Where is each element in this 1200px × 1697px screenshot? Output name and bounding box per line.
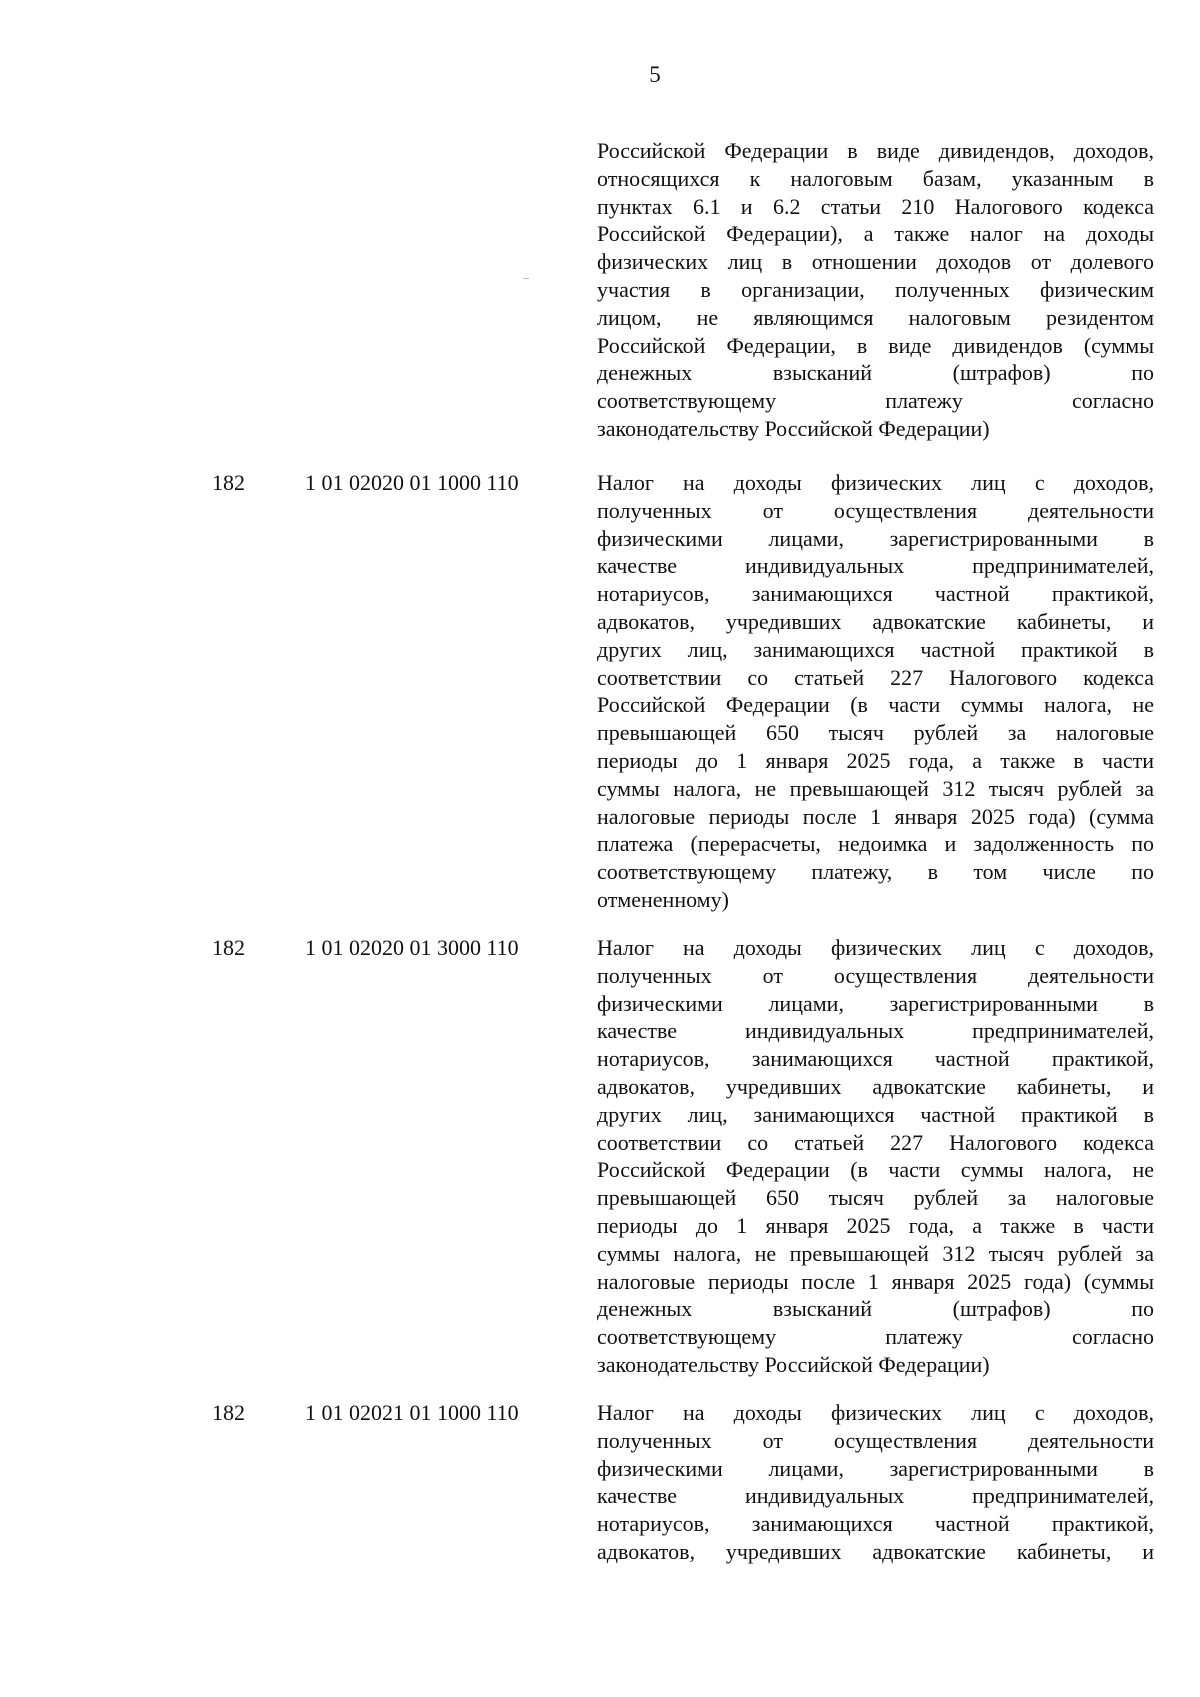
description-line: отмененному)	[597, 886, 729, 912]
description-line: соответствии со статьей 227 Налогового кодекса	[597, 1129, 1154, 1155]
description-line: налоговые периоды после 1 января 2025 года) (суммы	[597, 1268, 1154, 1294]
description-line: других лиц, занимающихся частной практикой в	[597, 636, 1154, 662]
description-line: денежных взысканий (штрафов) по	[597, 360, 1154, 386]
budget-classification-code: 1 01 02021 01 1000 110	[305, 1400, 519, 1425]
row-description	[597, 1399, 1154, 1566]
description-line: полученных от осуществления деятельности	[597, 497, 1154, 523]
scan-artifact	[523, 278, 529, 279]
description-line: адвокатов, учредивших адвокатские кабинеты, и	[597, 1073, 1154, 1099]
description-line: адвокатов, учредивших адвокатские кабинеты, и	[597, 608, 1154, 634]
description-line: полученных от осуществления деятельности	[597, 962, 1154, 988]
description-line: Российской Федерации (в части суммы налога, не	[597, 692, 1154, 718]
description-line: физических лиц в отношении доходов от долевого	[597, 249, 1154, 275]
description-line: лицом, не являющимся налоговым резидентом	[597, 304, 1154, 330]
description-line: полученных от осуществления деятельности	[597, 1427, 1154, 1453]
description-line: суммы налога, не превышающей 312 тысяч рублей за	[597, 1240, 1154, 1266]
description-line: Российской Федерации в виде дивидендов, доходов,	[597, 138, 1154, 163]
page-number: 5	[649, 62, 661, 87]
description-line: качестве индивидуальных предпринимателей,	[597, 553, 1154, 579]
description-line: платежа (перерасчеты, недоимка и задолженность по	[597, 831, 1154, 857]
row-description	[597, 934, 1154, 1379]
admin-code: 182	[212, 935, 245, 960]
description-line: Налог на доходы физических лиц с доходов,	[597, 1400, 1154, 1425]
description-line: других лиц, занимающихся частной практикой в	[597, 1101, 1154, 1127]
description-line: Налог на доходы физических лиц с доходов,	[597, 935, 1154, 960]
description-line: периоды до 1 января 2025 года, а также в части	[597, 747, 1154, 773]
description-line: суммы налога, не превышающей 312 тысяч рублей за	[597, 775, 1154, 801]
description-line: Налог на доходы физических лиц с доходов,	[597, 470, 1154, 495]
description-line: законодательству Российской Федерации)	[597, 415, 990, 441]
continuation-description	[597, 137, 1154, 443]
description-line: Российской Федерации), а также налог на доходы	[597, 221, 1154, 247]
description-line: денежных взысканий (штрафов) по	[597, 1296, 1154, 1322]
description-line: превышающей 650 тысяч рублей за налоговые	[597, 720, 1154, 746]
description-line: соответствующему платежу, в том числе по	[597, 859, 1154, 885]
budget-classification-code: 1 01 02020 01 1000 110	[305, 470, 519, 495]
description-line: Российской Федерации (в части суммы налога, не	[597, 1157, 1154, 1183]
description-line: Российской Федерации, в виде дивидендов (суммы	[597, 332, 1154, 358]
description-line: качестве индивидуальных предпринимателей,	[597, 1483, 1154, 1509]
description-line: нотариусов, занимающихся частной практикой,	[597, 581, 1154, 607]
description-line: превышающей 650 тысяч рублей за налоговые	[597, 1185, 1154, 1211]
row-description	[597, 469, 1154, 914]
description-line: законодательству Российской Федерации)	[597, 1351, 990, 1377]
description-line: пунктах 6.1 и 6.2 статьи 210 Налогового кодекса	[597, 193, 1154, 219]
budget-classification-code: 1 01 02020 01 3000 110	[305, 935, 519, 960]
description-line: физическими лицами, зарегистрированными в	[597, 525, 1154, 551]
description-line: соответствующему платежу согласно	[597, 388, 1154, 414]
description-line: качестве индивидуальных предпринимателей,	[597, 1018, 1154, 1044]
description-line: нотариусов, занимающихся частной практикой,	[597, 1511, 1154, 1537]
description-line: относящихся к налоговым базам, указанным в	[597, 165, 1154, 191]
description-line: соответствующему платежу согласно	[597, 1324, 1154, 1350]
description-line: соответствии со статьей 227 Налогового кодекса	[597, 664, 1154, 690]
admin-code: 182	[212, 470, 245, 495]
description-line: адвокатов, учредивших адвокатские кабинеты, и	[597, 1538, 1154, 1564]
description-line: физическими лицами, зарегистрированными в	[597, 990, 1154, 1016]
description-line: налоговые периоды после 1 января 2025 года) (сумма	[597, 803, 1154, 829]
admin-code: 182	[212, 1400, 245, 1425]
description-line: нотариусов, занимающихся частной практикой,	[597, 1046, 1154, 1072]
description-line: физическими лицами, зарегистрированными в	[597, 1455, 1154, 1481]
description-line: периоды до 1 января 2025 года, а также в части	[597, 1212, 1154, 1238]
description-line: участия в организации, полученных физическим	[597, 276, 1154, 302]
